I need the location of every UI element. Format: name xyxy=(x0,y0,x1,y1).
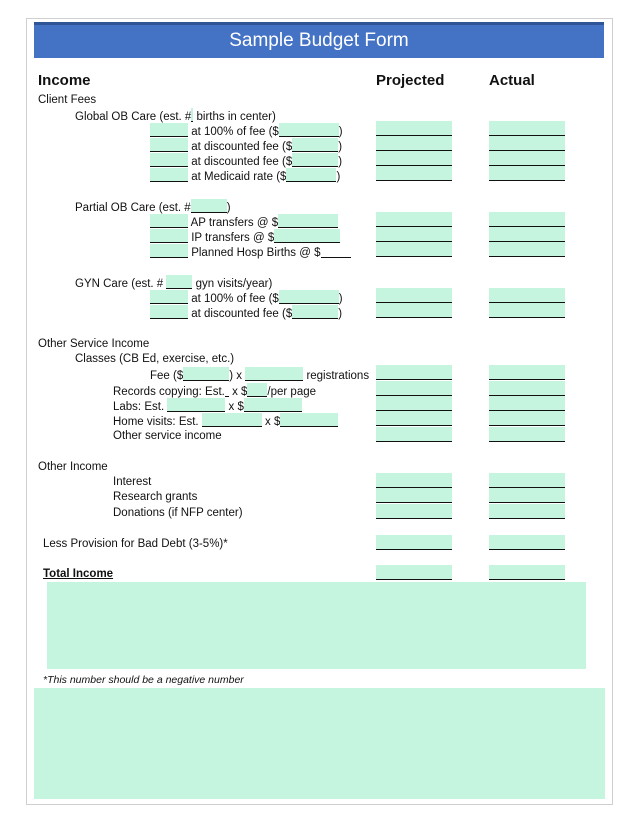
records-fee-input[interactable] xyxy=(247,383,267,397)
global-ob-label-post: births in center) xyxy=(193,111,276,123)
partial-ob-fee-input-3[interactable] xyxy=(321,244,351,258)
labs-est-input[interactable] xyxy=(167,398,225,412)
other-service-income-label: Other service income xyxy=(113,430,222,442)
other-service-heading: Other Service Income xyxy=(38,338,150,350)
gyn-row-label-2: at discounted fee ($ xyxy=(191,308,293,320)
labs-pre: Labs: Est. xyxy=(113,401,165,413)
actual-input-home-visits[interactable] xyxy=(489,411,565,426)
classes-fee-post: registrations xyxy=(306,370,370,382)
classes-label: Classes (CB Ed, exercise, etc.) xyxy=(75,353,235,365)
bad-debt-label: Less Provision for Bad Debt (3-5%)* xyxy=(43,538,228,550)
projected-input-gyn-disc[interactable] xyxy=(376,303,452,318)
projected-input-records[interactable] xyxy=(376,381,452,396)
records-est-input[interactable] xyxy=(225,383,229,397)
other-income-heading: Other Income xyxy=(38,461,108,473)
global-ob-row-label-1: at 100% of fee ($ xyxy=(191,126,279,138)
global-ob-qty-input-2[interactable] xyxy=(150,138,188,152)
partial-ob-qty-input-1[interactable] xyxy=(150,214,188,228)
projected-input-global-medicaid[interactable] xyxy=(376,166,452,181)
classes-fee-input[interactable] xyxy=(183,367,229,381)
actual-input-bad-debt[interactable] xyxy=(489,535,565,550)
comments-area[interactable] xyxy=(34,688,605,799)
actual-input-global-disc-1[interactable] xyxy=(489,136,565,151)
gyn-fee-input-2[interactable] xyxy=(292,305,338,319)
income-heading: Income xyxy=(38,72,91,89)
global-ob-row-label-3: at discounted fee ($ xyxy=(191,156,293,168)
actual-input-records[interactable] xyxy=(489,381,565,396)
home-visits-row xyxy=(113,413,338,429)
labs-fee-input[interactable] xyxy=(244,398,302,412)
global-ob-label-pre: Global OB Care (est. # xyxy=(75,111,192,123)
global-ob-label xyxy=(75,108,276,124)
projected-input-ap-transfers[interactable] xyxy=(376,212,452,227)
global-ob-fee-input-2[interactable] xyxy=(292,138,338,152)
actual-input-labs[interactable] xyxy=(489,396,565,411)
classes-registrations-input[interactable] xyxy=(245,367,303,381)
global-ob-row-label-4: at Medicaid rate ($ xyxy=(191,171,287,183)
actual-input-global-100[interactable] xyxy=(489,121,565,136)
projected-input-total[interactable] xyxy=(376,565,452,580)
global-ob-fee-input-4[interactable] xyxy=(286,168,336,182)
partial-ob-row-2 xyxy=(150,229,340,245)
projected-input-other-service[interactable] xyxy=(376,427,452,442)
partial-ob-fee-input-2[interactable] xyxy=(274,229,340,243)
partial-ob-row-label-2: IP transfers @ $ xyxy=(191,232,275,244)
interest-label: Interest xyxy=(113,476,152,488)
global-ob-qty-input-4[interactable] xyxy=(150,168,188,182)
records-row xyxy=(113,383,316,399)
gyn-label-post: gyn visits/year) xyxy=(195,278,273,290)
total-income-label: Total Income xyxy=(43,568,114,580)
actual-input-hosp-births[interactable] xyxy=(489,242,565,257)
actual-input-global-medicaid[interactable] xyxy=(489,166,565,181)
actual-input-global-disc-2[interactable] xyxy=(489,151,565,166)
actual-input-donations[interactable] xyxy=(489,504,565,519)
home-visits-mid: x $ xyxy=(265,416,281,428)
global-ob-qty-input-1[interactable] xyxy=(150,123,188,137)
labs-mid: x $ xyxy=(228,401,244,413)
projected-input-classes[interactable] xyxy=(376,365,452,380)
research-grants-label: Research grants xyxy=(113,491,198,503)
global-ob-row-3 xyxy=(150,153,342,169)
partial-ob-qty-input-3[interactable] xyxy=(150,244,188,258)
donations-label: Donations (if NFP center) xyxy=(113,507,243,519)
close-paren: ) xyxy=(226,202,231,214)
global-ob-row-1 xyxy=(150,123,343,139)
labs-row xyxy=(113,398,302,414)
close-paren: ) xyxy=(336,171,341,183)
footnote: *This number should be a negative number xyxy=(43,674,244,686)
projected-heading: Projected xyxy=(376,72,445,89)
gyn-fee-input-1[interactable] xyxy=(279,290,339,304)
records-post: /per page xyxy=(267,386,317,398)
partial-ob-row-3 xyxy=(150,244,351,260)
gyn-label xyxy=(75,275,272,291)
projected-input-home-visits[interactable] xyxy=(376,411,452,426)
global-ob-fee-input-1[interactable] xyxy=(279,123,339,137)
projected-input-global-disc-2[interactable] xyxy=(376,151,452,166)
close-paren: ) xyxy=(338,141,343,153)
gyn-visits-input[interactable] xyxy=(166,275,192,289)
classes-fee-mid: ) x xyxy=(229,370,243,382)
home-visits-pre: Home visits: Est. xyxy=(113,416,199,428)
global-ob-fee-input-3[interactable] xyxy=(292,153,338,167)
home-visits-est-input[interactable] xyxy=(202,413,262,427)
partial-ob-fee-input-1[interactable] xyxy=(278,214,338,228)
records-pre: Records copying: Est. xyxy=(113,386,225,398)
projected-input-research[interactable] xyxy=(376,488,452,503)
partial-ob-row-label-1: AP transfers @ $ xyxy=(190,217,279,229)
gyn-qty-input-1[interactable] xyxy=(150,290,188,304)
notes-area[interactable] xyxy=(47,582,586,669)
gyn-qty-input-2[interactable] xyxy=(150,305,188,319)
global-ob-row-label-2: at discounted fee ($ xyxy=(191,141,293,153)
client-fees-label: Client Fees xyxy=(38,94,97,106)
gyn-row-2 xyxy=(150,305,342,321)
close-paren: ) xyxy=(338,308,343,320)
projected-input-donations[interactable] xyxy=(376,504,452,519)
actual-input-gyn-100[interactable] xyxy=(489,288,565,303)
projected-input-bad-debt[interactable] xyxy=(376,535,452,550)
actual-input-research[interactable] xyxy=(489,488,565,503)
classes-fee-pre: Fee ($ xyxy=(150,370,184,382)
projected-input-hosp-births[interactable] xyxy=(376,242,452,257)
projected-input-gyn-100[interactable] xyxy=(376,288,452,303)
actual-input-other-service[interactable] xyxy=(489,427,565,442)
gyn-label-pre: GYN Care (est. # xyxy=(75,278,164,290)
home-visits-fee-input[interactable] xyxy=(280,413,338,427)
classes-fee-row xyxy=(150,367,369,383)
global-ob-qty-input-3[interactable] xyxy=(150,153,188,167)
partial-ob-qty-input-2[interactable] xyxy=(150,229,188,243)
actual-input-ip-transfers[interactable] xyxy=(489,227,565,242)
projected-input-labs[interactable] xyxy=(376,396,452,411)
global-ob-row-2 xyxy=(150,138,342,154)
projected-input-ip-transfers[interactable] xyxy=(376,227,452,242)
actual-heading: Actual xyxy=(489,72,535,89)
actual-input-gyn-disc[interactable] xyxy=(489,303,565,318)
projected-input-global-disc-1[interactable] xyxy=(376,136,452,151)
close-paren: ) xyxy=(338,293,343,305)
actual-input-classes[interactable] xyxy=(489,365,565,380)
projected-input-interest[interactable] xyxy=(376,473,452,488)
partial-ob-row-label-3: Planned Hosp Births @ $ xyxy=(191,247,321,259)
partial-ob-label-pre: Partial OB Care (est. # xyxy=(75,202,191,214)
global-ob-row-4 xyxy=(150,168,340,184)
gyn-row-1 xyxy=(150,290,343,306)
records-mid: x $ xyxy=(232,386,248,398)
actual-input-interest[interactable] xyxy=(489,473,565,488)
partial-ob-label xyxy=(75,199,231,215)
projected-input-global-100[interactable] xyxy=(376,121,452,136)
close-paren: ) xyxy=(338,156,343,168)
partial-ob-row-1 xyxy=(150,214,338,230)
gyn-row-label-1: at 100% of fee ($ xyxy=(191,293,279,305)
close-paren: ) xyxy=(338,126,343,138)
partial-ob-count-input[interactable] xyxy=(191,199,227,213)
form-title: Sample Budget Form xyxy=(34,22,604,58)
actual-input-ap-transfers[interactable] xyxy=(489,212,565,227)
actual-input-total[interactable] xyxy=(489,565,565,580)
